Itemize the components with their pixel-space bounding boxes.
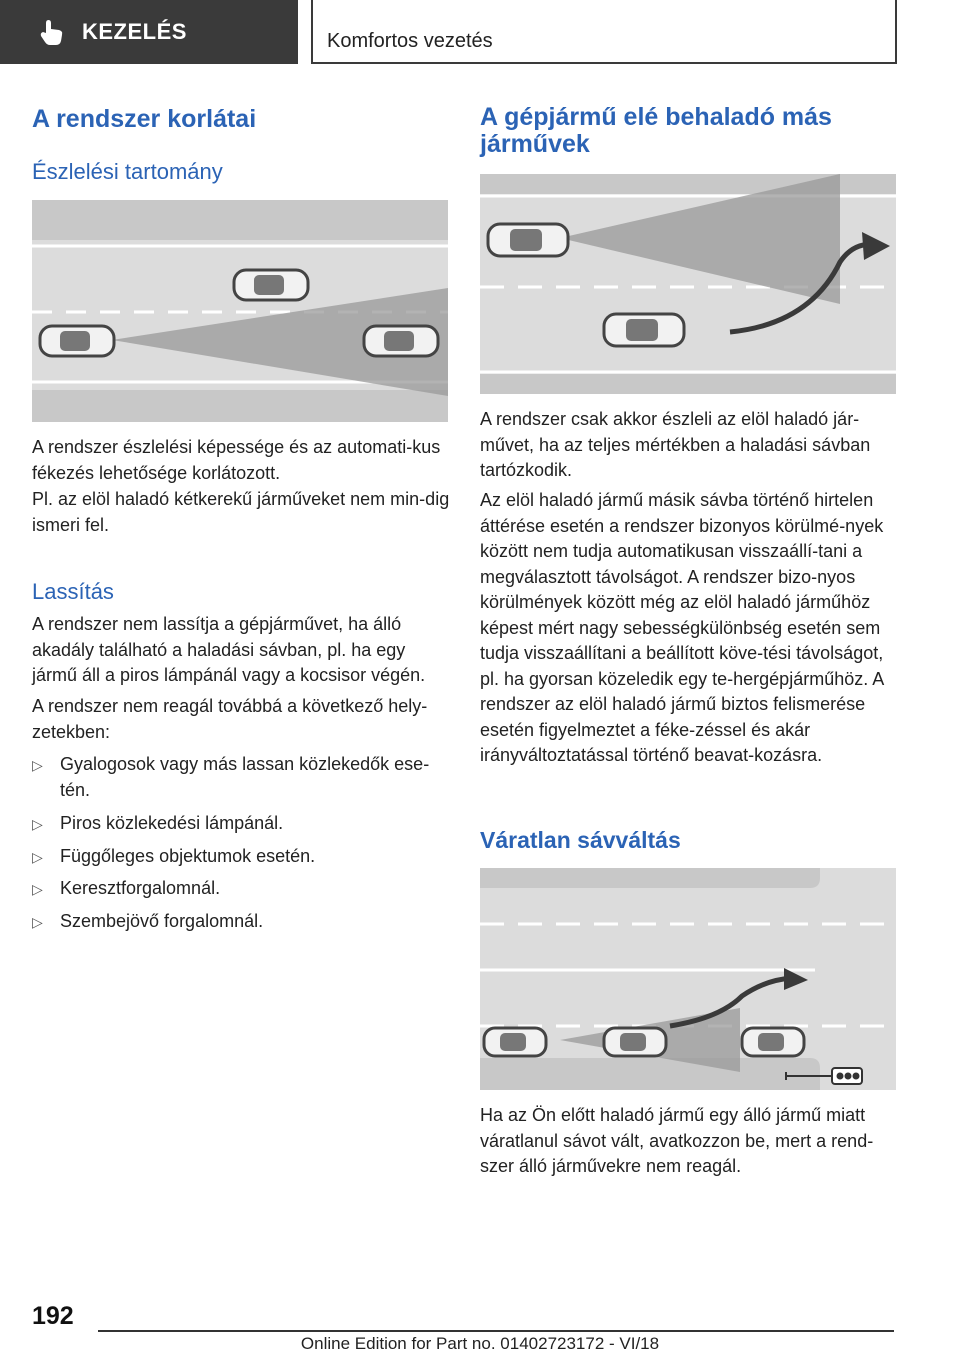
chapter-header [311,0,897,64]
detection-paragraph-2: Pl. az elöl haladó kétkerekű járműveket nem min-dig ismeri fel. [32,489,450,535]
cutting-in-car [604,314,684,346]
list-item: ▷ Függőleges objektumok esetén. [32,844,452,871]
ego-car [488,224,568,256]
figure-sudden-lane-change [480,868,896,1090]
section-title-cut-in: A gépjármű elé behaladó más járművek [480,103,832,158]
ego-car [40,326,114,356]
section-title-limits: A rendszer korlátai [32,105,257,133]
lane-change-paragraph: Ha az Ön előtt haladó jármű egy álló jármű miatt váratlanul sávot vált, avatkozzon be, mert a rend-szer álló járművekre nem reagál. [480,1105,874,1176]
triangle-bullet-icon: ▷ [32,913,43,930]
detection-paragraph-1: A rendszer észlelési képessége és az automati-kus fékezés lehetősége korlátozott. [32,437,441,483]
triangle-bullet-icon: ▷ [32,881,43,897]
cut-in-paragraph-2: Az elöl haladó jármű másik sávba történő hirtelen áttérése esetén a rendszer bizonyos körülmé-nyek között nem tudja automatikusan visszaállí-tani a megválasztott távolságot. A rendszer bizo-nyos körülmények között még az elöl haladó járműhöz képest mért nagy sebességkülönbség esetén sem tudja visszaállítani a beállított köve-tési távolságot, pl. ha gyorsan közeledik egy te-hergépjárműhöz. A rendszer az elöl haladó jármű biztos felismerése esetén figyelmeztet a féke-zéssel és akár irányváltoztatással történő beavat-kozásra. [480,490,884,765]
cut-in-paragraph-1: A rendszer csak akkor észleli az elöl haladó jár-művet, ha az teljes mértékben a haladási sávban tartózkodik. [480,409,871,480]
list-item: ▷ Szembejövő forgalomnál. [32,909,452,936]
car-ahead-same-lane [364,326,438,356]
list-item: ▷ Piros közlekedési lámpánál. [32,811,452,838]
stopped-car [742,1028,804,1056]
list-item: ▷ Keresztforgalomnál. [32,876,452,903]
lead-car [604,1028,666,1056]
triangle-bullet-icon: ▷ [32,757,43,773]
car-ahead-left-lane [234,270,308,300]
edition-text: Online Edition for Part no. 01402723172 - VI/18 [300,1334,660,1353]
figure-cut-in [480,174,896,394]
chapter-label: Komfortos vezetés [327,30,493,52]
subtitle-slowing: Lassítás [32,579,114,604]
figure-detection-range [32,200,448,422]
section-label: KEZELÉS [82,19,187,44]
section-tab[interactable] [0,0,298,64]
bullet-list [32,752,452,935]
hand-pointer-icon [38,17,68,47]
triangle-bullet-icon: ▷ [32,848,43,865]
subtitle-detection-range: Észlelési tartomány [32,159,223,184]
slowing-paragraph-1: A rendszer nem lassítja a gépjárművet, ha álló akadály található a haladási sávban, pl. ha egy jármű áll a piros lámpánál vagy a kocsisor végén. [32,614,426,685]
page-number: 192 [32,1302,74,1330]
slowing-paragraph-2: A rendszer nem reagál továbbá a következő hely-zetekben: [32,696,428,742]
subtitle-sudden-lane-change: Váratlan sávváltás [480,827,681,853]
ego-car [484,1028,546,1056]
triangle-bullet-icon: ▷ [32,816,43,832]
list-item: ▷ Gyalogosok vagy más lassan közlekedők ese-tén. [32,752,452,803]
footer-divider [98,1330,894,1332]
